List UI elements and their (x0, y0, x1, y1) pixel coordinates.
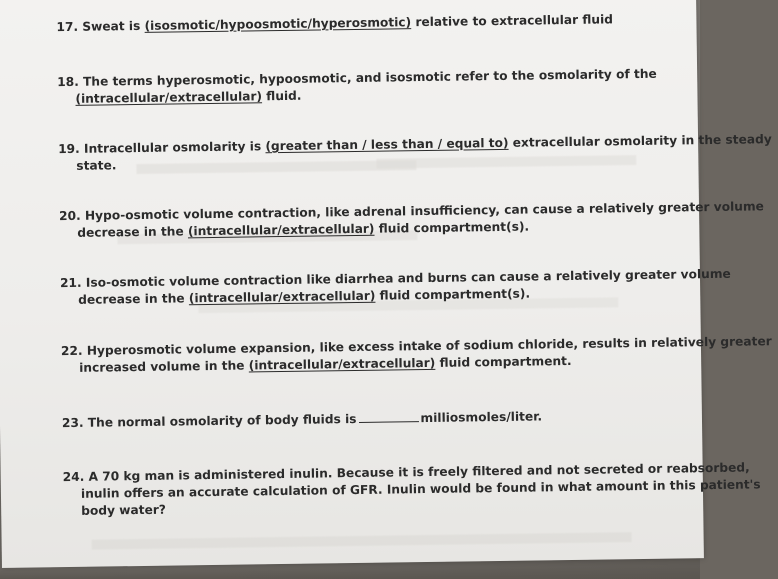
question-24 (63, 459, 761, 520)
question-text: Hyperosmotic volume expansion, like excess intake of sodium chloride, results in relatively greater (86, 334, 772, 358)
question-number: 19. (58, 141, 80, 157)
question-18 (57, 66, 657, 108)
question-19 (58, 131, 772, 175)
table-edge (0, 567, 700, 579)
question-line-3: body water? (81, 502, 166, 518)
question-number: 24. (62, 469, 85, 485)
question-21 (60, 266, 731, 309)
bleed-through-mark (92, 532, 632, 550)
question-text: A 70 kg man is administered inulin. Because it is freely filtered and not secreted or reabsorbed, (88, 460, 750, 484)
question-text: fluid compartment(s). (374, 219, 530, 236)
question-text: decrease in the (77, 224, 188, 240)
question-23 (62, 408, 542, 432)
question-text: The terms hyperosmotic, hypoosmotic, and isosmotic refer to the osmolarity of the (82, 66, 657, 89)
answer-blank (358, 411, 418, 423)
question-text: Intracellular osmolarity is (83, 139, 266, 156)
question-number: 20. (58, 208, 81, 224)
question-17 (56, 11, 613, 36)
question-text: Sweat is (82, 18, 145, 34)
question-text: fluid compartment. (435, 353, 572, 370)
question-text: milliosmoles/liter. (420, 409, 543, 426)
question-number: 21. (59, 275, 82, 291)
answer-choices: (intracellular/extracellular) (187, 221, 375, 239)
answer-choices: (intracellular/extracellular) (188, 288, 376, 306)
question-text: Hypo-osmotic volume contraction, like adrenal insufficiency, can cause a relatively greater volume (84, 199, 764, 223)
answer-choices: (intracellular/extracellular) (75, 89, 263, 106)
question-text: extracellular osmolarity in the steady (508, 132, 772, 150)
question-20 (59, 198, 764, 242)
question-text: The normal osmolarity of body fluids is (87, 411, 357, 430)
question-text: increased volume in the (79, 358, 249, 375)
answer-choices: (intracellular/extracellular) (248, 355, 436, 373)
question-line-2: state. (76, 158, 117, 173)
question-text: relative to extracellular fluid (411, 12, 614, 30)
question-text: fluid. (261, 88, 302, 104)
question-text: decrease in the (78, 291, 189, 307)
question-text: fluid compartment(s). (375, 286, 531, 303)
question-number: 22. (60, 343, 83, 359)
answer-choices: (isosmotic/hypoosmotic/hyperosmotic) (144, 15, 412, 33)
question-line-2: inulin offers an accurate calculation of GFR. Inulin would be found in what amount in this patient's (80, 477, 761, 501)
question-number: 18. (57, 74, 79, 90)
question-text: Iso-osmotic volume contraction like diarrhea and burns can cause a relatively greater volume (85, 266, 731, 290)
question-number: 23. (61, 415, 84, 431)
question-22 (61, 333, 772, 377)
answer-choices: (greater than / less than / equal to) (265, 135, 509, 154)
question-number: 17. (56, 19, 79, 35)
